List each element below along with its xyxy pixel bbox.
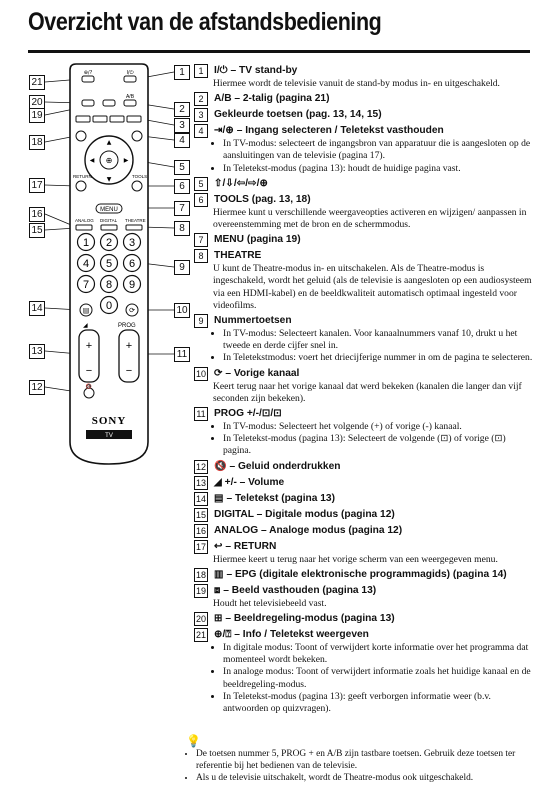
digit-label: 8: [105, 279, 113, 291]
return-label: RETURN: [73, 174, 92, 179]
previous-channel-icon: ⟳: [129, 306, 135, 315]
item-bullets: [213, 328, 534, 365]
item-number: 14: [195, 493, 206, 504]
item-description: U kunt de Theatre-modus in- en uitschakelen. Als de Theatre-modus is ingeschakeld, wordt het geluid (als de televisie is aangesloten op een audiosysteem via een HDMI-kabel) en de beeldkwaliteit automatisch optimaal ingesteld voor videofilms.: [213, 263, 532, 311]
item-heading: [194, 476, 534, 490]
digit-label: 7: [82, 279, 90, 291]
item-bullet: • In Teletekstmodus: voert het driecijferige nummer in om de pagina te selecteren.: [223, 352, 534, 364]
item-number: 4: [194, 124, 208, 138]
item-bullet: • In TV-modus: Selecteert het volgende (+) of vorige (-) kanaal.: [223, 421, 534, 433]
item-heading: [194, 233, 534, 247]
item-heading: [194, 460, 534, 474]
callout-17: 17: [29, 178, 45, 193]
ok-icon: ⊕: [105, 156, 113, 165]
item-title: ↩ – RETURN: [214, 540, 277, 552]
digit-label: 6: [128, 258, 136, 270]
item-8: [194, 249, 534, 312]
callout-2: 2: [174, 102, 190, 117]
button-descriptions: [194, 64, 534, 717]
arrow-right-icon: ▶: [123, 157, 129, 164]
digit-label: 3: [128, 237, 136, 249]
item-title: PROG +/-/⊡/⊡: [214, 408, 282, 420]
callout-15: 15: [29, 223, 45, 238]
page-title: Overzicht van de afstandsbediening: [28, 8, 382, 36]
callout-4: 4: [174, 133, 190, 148]
item-title: ◢ +/- – Volume: [214, 476, 285, 488]
item-15: [194, 508, 534, 522]
item-bullet: • In Teletekst-modus (pagina 13): houdt de huidige pagina vast.: [223, 163, 534, 175]
mute-icon: 🔇: [85, 384, 93, 390]
item-4: [194, 124, 534, 175]
callout-6: 6: [174, 179, 190, 194]
item-bullet: • In Teletekst-modus (pagina 13): Selecteert de volgende (⊡) of vorige (⊡) pagina.: [223, 433, 534, 457]
analog-label: ANALOG: [75, 218, 94, 223]
item-7: [194, 233, 534, 247]
digit-label: 2: [105, 237, 113, 249]
theatre-label: THEATRE: [125, 218, 146, 223]
ab-label: A/B: [125, 94, 135, 100]
tools-label: TOOLS: [132, 174, 148, 179]
callout-10: 10: [174, 303, 190, 318]
item-14: [194, 492, 534, 506]
item-17: [194, 540, 534, 566]
item-bullet: • In Teletekst-modus (pagina 13): geeft verborgen informatie weer (b.v. antwoorden op quizvragen).: [223, 691, 534, 715]
item-title: ⇥/⊕ – Ingang selecteren / Teletekst vasthouden: [214, 125, 444, 137]
item-description: Hiermee keert u terug naar het vorige scherm van een weergegeven menu.: [213, 553, 498, 565]
callout-19: 19: [29, 108, 45, 123]
prog-minus-label: −: [125, 365, 133, 377]
digit-label: 5: [105, 258, 113, 270]
callout-11: 11: [174, 347, 190, 362]
item-number: 21: [195, 630, 206, 641]
item-heading: [194, 249, 534, 263]
item-number: 9: [194, 314, 208, 328]
item-heading: [194, 508, 534, 522]
callout-16: 16: [29, 207, 45, 222]
remote-control: [26, 62, 194, 492]
digit-label: 0: [105, 300, 113, 312]
digit-label: 1: [82, 237, 90, 249]
item-number: 3: [194, 108, 208, 122]
item-bullets: [213, 421, 534, 458]
title-rule: [28, 50, 530, 53]
digit-label: 9: [128, 279, 136, 291]
arrow-up-icon: ▲: [106, 139, 112, 146]
prog-plus-label: +: [125, 340, 133, 352]
volume-icon: ◢: [83, 322, 88, 329]
item-title: DIGITAL – Digitale modus (pagina 12): [214, 508, 395, 520]
item-16: [194, 524, 534, 538]
teletext-icon: ▤: [82, 306, 90, 315]
callout-18: 18: [29, 135, 45, 150]
lightbulb-icon: 💡: [186, 734, 201, 748]
item-number: 5: [194, 177, 208, 191]
item-heading: [194, 64, 534, 78]
item-title: ⟳ – Vorige kanaal: [214, 367, 300, 379]
item-10: [194, 367, 534, 405]
item-1: [194, 64, 534, 90]
callout-9: 9: [174, 260, 190, 275]
item-18: [194, 568, 534, 582]
item-20: [194, 612, 534, 626]
item-19: [194, 584, 534, 610]
item-heading: [194, 492, 534, 506]
power-icon: I/⏻: [126, 70, 134, 76]
callout-7: 7: [174, 201, 190, 216]
callout-14: 14: [29, 301, 45, 316]
arrow-down-icon: ▼: [106, 176, 112, 183]
item-title: ▥ – EPG (digitale elektronische programmagids) (pagina 14): [214, 568, 507, 580]
item-number: 2: [194, 92, 208, 106]
callout-3: 3: [174, 118, 190, 133]
item-11: [194, 407, 534, 458]
prog-label: PROG: [118, 323, 136, 329]
item-number: 17: [195, 541, 206, 552]
item-heading: [194, 524, 534, 538]
item-number: 13: [195, 477, 206, 488]
item-description: Houdt het televisiebeeld vast.: [213, 597, 327, 609]
tip-item: • Als u de televisie uitschakelt, wordt de Theatre-modus ook uitgeschakeld.: [196, 772, 536, 784]
item-title: ⊞ – Beeldregeling-modus (pagina 13): [214, 613, 395, 625]
item-bullet: • In TV-modus: selecteert de ingangsbron van apparatuur die is aangesloten op de aansluitingen van de televisie (pagina 17).: [223, 138, 534, 162]
item-description: Keert terug naar het vorige kanaal dat werd bekeken (kanalen die langer dan vijf seconden zijn bekeken).: [213, 380, 522, 404]
callout-1: 1: [174, 65, 190, 80]
item-number: 15: [195, 509, 206, 520]
tv-badge-label: TV: [105, 433, 113, 439]
menu-label: MENU: [100, 207, 118, 213]
item-title: ⧈ – Beeld vasthouden (pagina 13): [214, 584, 377, 596]
item-12: [194, 460, 534, 474]
item-title: THEATRE: [214, 250, 262, 262]
item-number: 1: [194, 64, 208, 78]
item-bullets: [213, 642, 534, 715]
tips-section: [186, 734, 536, 784]
item-number: 20: [195, 614, 206, 625]
item-2: [194, 92, 534, 106]
item-title: Gekleurde toetsen (pag. 13, 14, 15): [214, 109, 382, 121]
item-description: Hiermee wordt de televisie vanuit de stand-by modus in- en uitgeschakeld.: [213, 78, 500, 89]
item-heading: [194, 612, 534, 626]
remote-illustration: [26, 62, 194, 492]
item-6: [194, 193, 534, 231]
item-title: TOOLS (pag. 13, 18): [214, 193, 311, 205]
item-9: [194, 314, 534, 365]
callout-8: 8: [174, 221, 190, 236]
item-heading: [194, 540, 534, 554]
sony-logo: SONY: [91, 415, 127, 427]
volume-plus-label: +: [85, 340, 93, 352]
item-5: [194, 177, 534, 191]
item-number: 8: [194, 249, 208, 263]
item-3: [194, 108, 534, 122]
item-bullets: [213, 138, 534, 175]
item-number: 18: [195, 569, 206, 580]
item-bullet: • In digitale modus: Toont of verwijdert korte informatie over het programma dat momenteel wordt bekeken.: [223, 642, 534, 666]
callout-21: 21: [29, 75, 45, 90]
item-heading: [194, 193, 534, 207]
callout-20: 20: [29, 95, 45, 110]
item-number: 12: [195, 461, 206, 472]
item-title: I/⏻ – TV stand-by: [214, 65, 298, 76]
volume-minus-label: −: [85, 365, 93, 377]
callout-12: 12: [29, 380, 45, 395]
digit-label: 4: [82, 258, 90, 270]
item-heading: [194, 124, 534, 138]
callout-5: 5: [174, 160, 190, 175]
item-title: A/B – 2-talig (pagina 21): [214, 93, 330, 105]
item-number: 16: [195, 525, 206, 536]
item-number: 19: [195, 585, 206, 596]
item-title: Nummertoetsen: [214, 315, 292, 327]
item-bullet: • In TV-modus: Selecteert kanalen. Voor kanaalnummers vanaf 10, drukt u het tweede en derde cijfer snel in.: [223, 328, 534, 352]
callout-13: 13: [29, 344, 45, 359]
item-heading: [194, 584, 534, 598]
item-heading: [194, 92, 534, 106]
arrow-left-icon: ◀: [89, 157, 95, 164]
info-icon: ⊕/?: [83, 70, 93, 76]
tips-list: [186, 748, 536, 784]
item-heading: [194, 367, 534, 381]
item-number: 11: [194, 407, 208, 421]
item-heading: [194, 407, 534, 421]
item-21: [194, 628, 534, 715]
item-title: ▤ – Teletekst (pagina 13): [214, 492, 335, 504]
item-heading: [194, 177, 534, 191]
item-number: 6: [194, 193, 208, 207]
item-description: Hiermee kunt u verschillende weergaveopties activeren en wijzigen/ aanpassen in overeenstemming met de bron en de schermmodus.: [213, 206, 527, 231]
item-heading: [194, 108, 534, 122]
item-title: 🔇 – Geluid onderdrukken: [214, 460, 341, 472]
item-title: ⇧/⇩/⇦/⇨/⊕: [214, 177, 269, 189]
tip-item: • De toetsen nummer 5, PROG + en A/B zijn tastbare toetsen. Gebruik deze toetsen ter referentie bij het bedienen van de televisie.: [196, 748, 536, 772]
item-title: ANALOG – Analoge modus (pagina 12): [214, 524, 403, 536]
item-title: ⊕/⍰ – Info / Teletekst weergeven: [214, 629, 369, 641]
item-number: 7: [194, 233, 208, 247]
item-heading: [194, 314, 534, 328]
item-title: MENU (pagina 19): [214, 234, 301, 246]
item-heading: [194, 628, 534, 642]
digital-label: DIGITAL: [100, 218, 118, 223]
item-number: 10: [195, 368, 206, 379]
item-13: [194, 476, 534, 490]
item-bullet: • In analoge modus: Toont of verwijdert informatie zoals het huidige kanaal en de beeldregeling-modus.: [223, 666, 534, 690]
item-heading: [194, 568, 534, 582]
